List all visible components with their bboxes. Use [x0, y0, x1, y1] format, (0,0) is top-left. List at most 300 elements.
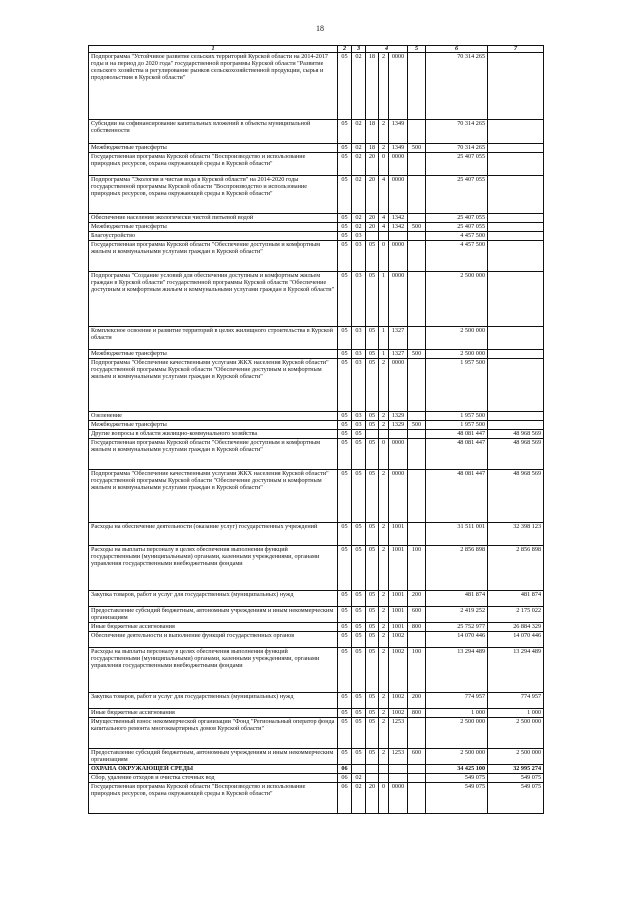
section-code-cell: 05	[338, 439, 352, 470]
section-code-cell: 05	[338, 412, 352, 421]
expense-type-cell: 600	[408, 607, 426, 623]
subprogram-code-cell: 2	[379, 709, 389, 718]
subprogram-code-cell: 2	[379, 412, 389, 421]
header-cell: 5	[408, 46, 426, 53]
row-name-cell: ОХРАНА ОКРУЖАЮЩЕЙ СРЕДЫ	[89, 765, 338, 774]
expense-type-cell: 100	[408, 648, 426, 693]
section-code-cell: 05	[338, 232, 352, 241]
program-code-cell: 05	[366, 591, 379, 607]
program-code-cell: 05	[366, 412, 379, 421]
item-code-cell: 0000	[389, 176, 408, 214]
item-code-cell: 1253	[389, 718, 408, 749]
subprogram-code-cell: 2	[379, 623, 389, 632]
expense-type-cell	[408, 430, 426, 439]
program-code-cell: 05	[366, 439, 379, 470]
item-code-cell: 1349	[389, 144, 408, 153]
item-code-cell: 1001	[389, 523, 408, 546]
subsection-code-cell: 03	[352, 272, 366, 327]
amount-year1-cell: 2 856 898	[426, 546, 488, 591]
expense-type-cell: 500	[408, 223, 426, 232]
header-row	[89, 46, 544, 53]
header-cell: 3	[352, 46, 366, 53]
amount-year2-cell: 13 294 489	[488, 648, 544, 693]
amount-year2-cell: 32 398 123	[488, 523, 544, 546]
subprogram-code-cell: 1	[379, 327, 389, 350]
amount-year1-cell: 48 081 447	[426, 439, 488, 470]
amount-year2-cell: 48 968 569	[488, 439, 544, 470]
subsection-code-cell: 05	[352, 439, 366, 470]
program-code-cell	[366, 430, 379, 439]
subsection-code-cell: 02	[352, 53, 366, 120]
section-code-cell: 05	[338, 693, 352, 709]
amount-year2-cell: 48 968 569	[488, 470, 544, 523]
row-name-cell: Иные бюджетные ассигнования	[89, 623, 338, 632]
amount-year2-cell: 549 075	[488, 783, 544, 814]
item-code-cell: 1001	[389, 607, 408, 623]
item-code-cell: 1002	[389, 648, 408, 693]
table-row	[89, 607, 544, 623]
page-number: 18	[316, 24, 324, 33]
item-code-cell: 1002	[389, 693, 408, 709]
program-code-cell: 05	[366, 327, 379, 350]
expense-type-cell	[408, 523, 426, 546]
table-row	[89, 709, 544, 718]
amount-year2-cell: 2 856 898	[488, 546, 544, 591]
amount-year1-cell: 48 081 447	[426, 470, 488, 523]
section-code-cell: 05	[338, 470, 352, 523]
amount-year2-cell	[488, 120, 544, 144]
item-code-cell: 0000	[389, 470, 408, 523]
table-row	[89, 774, 544, 783]
amount-year2-cell	[488, 153, 544, 176]
subsection-code-cell: 03	[352, 359, 366, 412]
row-name-cell: Предоставление субсидий бюджетным, автономным учреждениям и иным некоммерческим организациям	[89, 607, 338, 623]
program-code-cell: 05	[366, 623, 379, 632]
row-name-cell: Подпрограмма "Обеспечение качественными услугами ЖКХ населения Курской области" государственной программы Курской области "Обеспечение доступным и комфортным жильем и коммунальными услугами граждан в Курской области"	[89, 470, 338, 523]
subsection-code-cell	[352, 765, 366, 774]
program-code-cell: 05	[366, 359, 379, 412]
subprogram-code-cell	[379, 430, 389, 439]
item-code-cell: 0000	[389, 359, 408, 412]
amount-year1-cell: 2 500 000	[426, 718, 488, 749]
subsection-code-cell: 05	[352, 607, 366, 623]
header-cell: 2	[338, 46, 352, 53]
program-code-cell: 05	[366, 718, 379, 749]
expense-type-cell: 800	[408, 623, 426, 632]
item-code-cell: 1002	[389, 709, 408, 718]
amount-year1-cell: 481 874	[426, 591, 488, 607]
row-name-cell: Имущественный взнос некоммерческой организации "Фонд "Региональный оператор фонда капитального ремонта многоквартирных домов Курской области"	[89, 718, 338, 749]
amount-year2-cell: 1 000	[488, 709, 544, 718]
subprogram-code-cell: 2	[379, 53, 389, 120]
item-code-cell	[389, 430, 408, 439]
item-code-cell: 1329	[389, 421, 408, 430]
program-code-cell: 20	[366, 214, 379, 223]
expense-type-cell	[408, 783, 426, 814]
program-code-cell: 05	[366, 350, 379, 359]
table-row	[89, 232, 544, 241]
expense-type-cell	[408, 153, 426, 176]
expense-type-cell: 200	[408, 693, 426, 709]
program-code-cell	[366, 232, 379, 241]
row-name-cell: Расходы на выплаты персоналу в целях обеспечения выполнения функций государственными (муниципальными) органами, казенными учреждениями, органами управления государственными внебюджетными фондами	[89, 546, 338, 591]
section-code-cell: 06	[338, 765, 352, 774]
table-row	[89, 623, 544, 632]
section-code-cell: 05	[338, 607, 352, 623]
program-code-cell: 05	[366, 470, 379, 523]
program-code-cell: 20	[366, 783, 379, 814]
row-name-cell: Подпрограмма "Обеспечение качественными услугами ЖКХ населения Курской области" государственной программы Курской области "Обеспечение доступным и комфортным жильем и коммунальными услугами граждан в Курской области"	[89, 359, 338, 412]
row-name-cell: Расходы на выплаты персоналу в целях обеспечения выполнения функций государственными (муниципальными) органами, казенными учреждениями, органами управления государственными внебюджетными фондами	[89, 648, 338, 693]
amount-year1-cell: 25 407 055	[426, 214, 488, 223]
amount-year1-cell: 70 314 265	[426, 120, 488, 144]
section-code-cell: 05	[338, 53, 352, 120]
row-name-cell: Комплексное освоение и развитие территорий в целях жилищного строительства в Курской области	[89, 327, 338, 350]
subprogram-code-cell: 0	[379, 439, 389, 470]
section-code-cell: 05	[338, 421, 352, 430]
table-row	[89, 632, 544, 648]
amount-year1-cell: 48 081 447	[426, 430, 488, 439]
table-row	[89, 765, 544, 774]
amount-year2-cell: 26 884 329	[488, 623, 544, 632]
item-code-cell	[389, 774, 408, 783]
amount-year2-cell	[488, 144, 544, 153]
amount-year1-cell: 2 500 000	[426, 327, 488, 350]
expense-type-cell: 500	[408, 144, 426, 153]
amount-year1-cell: 2 419 252	[426, 607, 488, 623]
table-row	[89, 591, 544, 607]
table-row	[89, 412, 544, 421]
table-row	[89, 53, 544, 120]
table-row	[89, 783, 544, 814]
program-code-cell: 05	[366, 421, 379, 430]
amount-year2-cell: 481 874	[488, 591, 544, 607]
subprogram-code-cell: 2	[379, 632, 389, 648]
subsection-code-cell: 05	[352, 749, 366, 765]
item-code-cell: 0000	[389, 783, 408, 814]
section-code-cell: 05	[338, 241, 352, 272]
amount-year1-cell: 1 957 500	[426, 359, 488, 412]
program-code-cell: 05	[366, 607, 379, 623]
row-name-cell: Предоставление субсидий бюджетным, автономным учреждениям и иным некоммерческим организациям	[89, 749, 338, 765]
item-code-cell	[389, 232, 408, 241]
row-name-cell: Озеленение	[89, 412, 338, 421]
table-row	[89, 214, 544, 223]
amount-year1-cell: 25 407 055	[426, 176, 488, 214]
subprogram-code-cell: 0	[379, 783, 389, 814]
table-row	[89, 430, 544, 439]
subprogram-code-cell: 2	[379, 470, 389, 523]
program-code-cell: 05	[366, 648, 379, 693]
subsection-code-cell: 02	[352, 223, 366, 232]
section-code-cell: 05	[338, 327, 352, 350]
row-name-cell: Обеспечение деятельности и выполнение функций государственных органов	[89, 632, 338, 648]
expense-type-cell	[408, 632, 426, 648]
amount-year1-cell: 4 457 500	[426, 241, 488, 272]
section-code-cell: 05	[338, 523, 352, 546]
table-row	[89, 153, 544, 176]
subsection-code-cell: 05	[352, 648, 366, 693]
section-code-cell: 05	[338, 153, 352, 176]
expense-type-cell: 500	[408, 421, 426, 430]
amount-year2-cell	[488, 176, 544, 214]
expense-type-cell: 500	[408, 350, 426, 359]
expense-type-cell	[408, 53, 426, 120]
table-row	[89, 272, 544, 327]
amount-year2-cell: 14 070 446	[488, 632, 544, 648]
subprogram-code-cell: 2	[379, 523, 389, 546]
row-name-cell: Государственная программа Курской области "Воспроизводство и использование природных ресурсов, охрана окружающей среды в Курской области"	[89, 153, 338, 176]
amount-year2-cell	[488, 359, 544, 412]
subprogram-code-cell: 2	[379, 359, 389, 412]
expense-type-cell	[408, 470, 426, 523]
program-code-cell: 05	[366, 632, 379, 648]
table-row	[89, 359, 544, 412]
item-code-cell: 1329	[389, 412, 408, 421]
item-code-cell: 1342	[389, 223, 408, 232]
program-code-cell: 05	[366, 241, 379, 272]
table-row	[89, 241, 544, 272]
program-code-cell: 18	[366, 120, 379, 144]
budget-table	[88, 45, 544, 814]
item-code-cell: 1002	[389, 632, 408, 648]
item-code-cell: 1253	[389, 749, 408, 765]
subprogram-code-cell: 4	[379, 223, 389, 232]
row-name-cell: Благоустройство	[89, 232, 338, 241]
subsection-code-cell: 05	[352, 591, 366, 607]
subprogram-code-cell: 2	[379, 693, 389, 709]
subprogram-code-cell: 2	[379, 749, 389, 765]
program-code-cell: 18	[366, 144, 379, 153]
subsection-code-cell: 02	[352, 144, 366, 153]
amount-year1-cell: 2 500 000	[426, 350, 488, 359]
section-code-cell: 05	[338, 718, 352, 749]
amount-year2-cell	[488, 272, 544, 327]
item-code-cell: 1349	[389, 120, 408, 144]
subsection-code-cell: 05	[352, 632, 366, 648]
amount-year2-cell	[488, 412, 544, 421]
section-code-cell: 05	[338, 430, 352, 439]
expense-type-cell	[408, 232, 426, 241]
expense-type-cell	[408, 272, 426, 327]
subsection-code-cell: 02	[352, 214, 366, 223]
subsection-code-cell: 02	[352, 176, 366, 214]
row-name-cell: Подпрограмма "Экология и чистая вода в Курской области" на 2014-2020 годы государственной программы Курской области "Воспроизводство и использование природных ресурсов, охрана окружающей среды в Курской области"	[89, 176, 338, 214]
subsection-code-cell: 05	[352, 470, 366, 523]
expense-type-cell: 200	[408, 591, 426, 607]
section-code-cell: 05	[338, 709, 352, 718]
row-name-cell: Межбюджетные трансферты	[89, 421, 338, 430]
expense-type-cell: 800	[408, 709, 426, 718]
item-code-cell: 1001	[389, 591, 408, 607]
subsection-code-cell: 05	[352, 523, 366, 546]
expense-type-cell: 600	[408, 749, 426, 765]
row-name-cell: Государственная программа Курской области "Обеспечение доступным и комфортным жильем и коммунальными услугами граждан в Курской области"	[89, 241, 338, 272]
table-row	[89, 144, 544, 153]
amount-year2-cell	[488, 421, 544, 430]
program-code-cell: 05	[366, 272, 379, 327]
amount-year1-cell: 25 407 055	[426, 153, 488, 176]
subprogram-code-cell: 2	[379, 546, 389, 591]
header-cell: 6	[426, 46, 488, 53]
table-row	[89, 421, 544, 430]
item-code-cell: 1327	[389, 350, 408, 359]
section-code-cell: 05	[338, 359, 352, 412]
amount-year2-cell: 774 957	[488, 693, 544, 709]
subsection-code-cell: 03	[352, 350, 366, 359]
section-code-cell: 05	[338, 749, 352, 765]
section-code-cell: 05	[338, 120, 352, 144]
header-cell: 4	[366, 46, 408, 53]
expense-type-cell	[408, 439, 426, 470]
amount-year1-cell: 25 407 055	[426, 223, 488, 232]
subprogram-code-cell: 2	[379, 421, 389, 430]
table-row	[89, 176, 544, 214]
subsection-code-cell: 02	[352, 783, 366, 814]
row-name-cell: Межбюджетные трансферты	[89, 144, 338, 153]
amount-year2-cell: 2 175 022	[488, 607, 544, 623]
row-name-cell: Иные бюджетные ассигнования	[89, 709, 338, 718]
amount-year1-cell: 70 314 265	[426, 53, 488, 120]
subprogram-code-cell: 2	[379, 607, 389, 623]
subsection-code-cell: 05	[352, 718, 366, 749]
subsection-code-cell: 02	[352, 120, 366, 144]
amount-year1-cell: 4 457 500	[426, 232, 488, 241]
table-row	[89, 546, 544, 591]
amount-year1-cell: 2 500 000	[426, 272, 488, 327]
expense-type-cell	[408, 327, 426, 350]
program-code-cell	[366, 765, 379, 774]
program-code-cell: 20	[366, 223, 379, 232]
expense-type-cell	[408, 359, 426, 412]
section-code-cell: 05	[338, 223, 352, 232]
amount-year2-cell	[488, 241, 544, 272]
item-code-cell: 0000	[389, 153, 408, 176]
amount-year2-cell	[488, 214, 544, 223]
section-code-cell: 05	[338, 176, 352, 214]
amount-year1-cell: 70 314 265	[426, 144, 488, 153]
program-code-cell	[366, 774, 379, 783]
amount-year1-cell: 25 752 977	[426, 623, 488, 632]
program-code-cell: 05	[366, 693, 379, 709]
expense-type-cell	[408, 120, 426, 144]
row-name-cell: Государственная программа Курской области "Воспроизводство и использование природных ресурсов, охрана окружающей среды в Курской области"	[89, 783, 338, 814]
subsection-code-cell: 03	[352, 232, 366, 241]
row-name-cell: Межбюджетные трансферты	[89, 223, 338, 232]
row-name-cell: Обеспечение населения экологически чистой питьевой водой	[89, 214, 338, 223]
subsection-code-cell: 03	[352, 421, 366, 430]
expense-type-cell	[408, 765, 426, 774]
expense-type-cell	[408, 241, 426, 272]
item-code-cell: 1001	[389, 623, 408, 632]
table-row	[89, 223, 544, 232]
section-code-cell: 05	[338, 648, 352, 693]
program-code-cell: 05	[366, 709, 379, 718]
section-code-cell: 05	[338, 591, 352, 607]
amount-year1-cell: 774 957	[426, 693, 488, 709]
subprogram-code-cell: 0	[379, 153, 389, 176]
subsection-code-cell: 05	[352, 709, 366, 718]
table-row	[89, 120, 544, 144]
program-code-cell: 05	[366, 749, 379, 765]
expense-type-cell: 100	[408, 546, 426, 591]
expense-type-cell	[408, 176, 426, 214]
section-code-cell: 05	[338, 214, 352, 223]
subsection-code-cell: 02	[352, 153, 366, 176]
subprogram-code-cell: 1	[379, 272, 389, 327]
subprogram-code-cell: 1	[379, 350, 389, 359]
row-name-cell: Подпрограмма "Создание условий для обеспечения доступным и комфортным жильем граждан в Курской области" государственной программы Курской области "Обеспечение доступным и комфортным жильем и коммунальными услугами граждан в Курской области"	[89, 272, 338, 327]
item-code-cell	[389, 765, 408, 774]
table-row	[89, 749, 544, 765]
item-code-cell: 1327	[389, 327, 408, 350]
item-code-cell: 0000	[389, 439, 408, 470]
subsection-code-cell: 05	[352, 546, 366, 591]
item-code-cell: 1001	[389, 546, 408, 591]
subprogram-code-cell: 2	[379, 144, 389, 153]
amount-year1-cell: 549 075	[426, 783, 488, 814]
item-code-cell: 1342	[389, 214, 408, 223]
subprogram-code-cell	[379, 232, 389, 241]
amount-year1-cell: 31 511 001	[426, 523, 488, 546]
amount-year1-cell: 2 500 000	[426, 749, 488, 765]
row-name-cell: Закупка товаров, работ и услуг для государственных (муниципальных) нужд	[89, 693, 338, 709]
amount-year2-cell	[488, 350, 544, 359]
row-name-cell: Подпрограмма "Устойчивое развитие сельских территорий Курской области на 2014-2017 годы и на период до 2020 года" государственной программы Курской области "Развитие сельского хозяйства и регулирование рынков сельскохозяйственной продукции, сырья и продовольствия в Курской области"	[89, 53, 338, 120]
amount-year2-cell	[488, 223, 544, 232]
program-code-cell: 18	[366, 53, 379, 120]
subprogram-code-cell: 4	[379, 176, 389, 214]
amount-year2-cell	[488, 327, 544, 350]
subprogram-code-cell: 2	[379, 718, 389, 749]
table-row	[89, 327, 544, 350]
subprogram-code-cell: 2	[379, 120, 389, 144]
expense-type-cell	[408, 412, 426, 421]
row-name-cell: Государственная программа Курской области "Обеспечение доступным и комфортным жильем и коммунальными услугами граждан в Курской области"	[89, 439, 338, 470]
section-code-cell: 05	[338, 350, 352, 359]
row-name-cell: Закупка товаров, работ и услуг для государственных (муниципальных) нужд	[89, 591, 338, 607]
amount-year1-cell: 1 000	[426, 709, 488, 718]
table-row	[89, 470, 544, 523]
table-row	[89, 439, 544, 470]
subprogram-code-cell: 0	[379, 241, 389, 272]
amount-year1-cell: 1 957 500	[426, 421, 488, 430]
program-code-cell: 20	[366, 176, 379, 214]
amount-year2-cell: 2 500 000	[488, 718, 544, 749]
table-row	[89, 523, 544, 546]
subprogram-code-cell: 2	[379, 648, 389, 693]
subprogram-code-cell	[379, 765, 389, 774]
row-name-cell: Другие вопросы в области жилищно-коммунального хозяйства	[89, 430, 338, 439]
program-code-cell: 20	[366, 153, 379, 176]
row-name-cell: Расходы на обеспечение деятельности (оказание услуг) государственных учреждений	[89, 523, 338, 546]
table-row	[89, 718, 544, 749]
item-code-cell: 0000	[389, 241, 408, 272]
expense-type-cell	[408, 214, 426, 223]
amount-year2-cell: 549 075	[488, 774, 544, 783]
header-cell: 1	[89, 46, 338, 53]
subprogram-code-cell: 4	[379, 214, 389, 223]
item-code-cell: 0000	[389, 272, 408, 327]
header-cell: 7	[488, 46, 544, 53]
row-name-cell: Сбор, удаление отходов и очистка сточных вод	[89, 774, 338, 783]
item-code-cell: 0000	[389, 53, 408, 120]
amount-year2-cell: 48 968 569	[488, 430, 544, 439]
subprogram-code-cell	[379, 774, 389, 783]
amount-year1-cell: 1 957 500	[426, 412, 488, 421]
amount-year2-cell: 32 995 274	[488, 765, 544, 774]
amount-year2-cell	[488, 53, 544, 120]
